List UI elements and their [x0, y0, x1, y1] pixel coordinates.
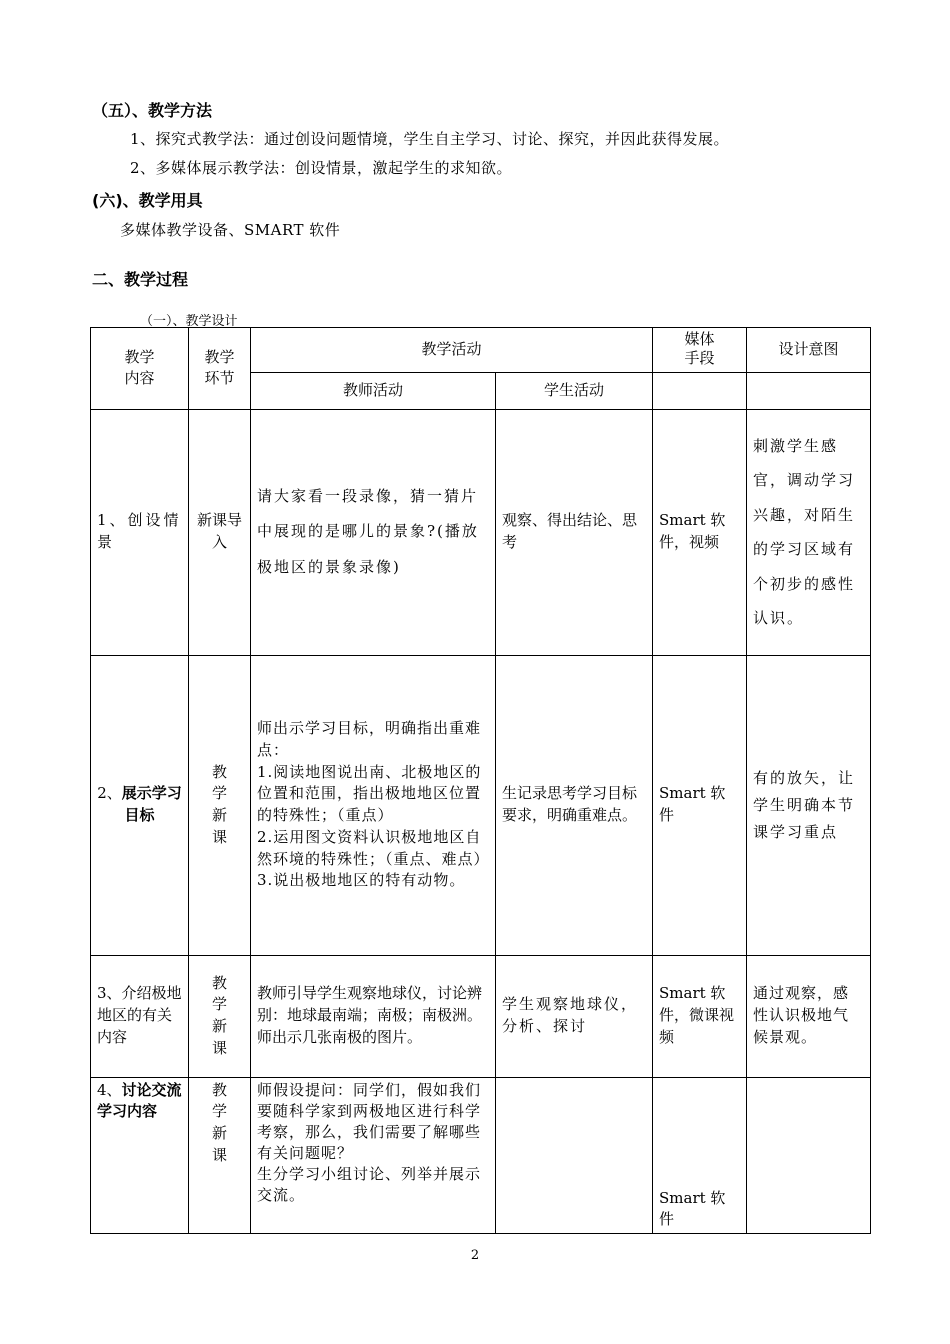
row1-teacher: 请大家看一段录像，猜一猜片中展现的是哪儿的景象?(播放极地区的景象录像)	[251, 409, 496, 655]
row3-stage	[189, 955, 251, 1077]
table-row	[91, 1077, 871, 1234]
row4-media	[653, 1077, 747, 1234]
row4-intent	[747, 1077, 871, 1234]
header-stage-label: 教学环节	[204, 347, 235, 388]
header-content	[91, 328, 189, 410]
header-student: 学生活动	[496, 372, 653, 409]
page-number: 2	[470, 1248, 480, 1263]
row4-content	[91, 1077, 189, 1234]
row2-stage-label: 教学新课	[211, 762, 227, 846]
row3-student: 学生观察地球仪，分析、探讨	[496, 955, 653, 1077]
header-intent-empty	[747, 372, 871, 409]
row2-teacher	[251, 655, 496, 955]
table-row	[91, 655, 871, 955]
row4-teacher-line: 师假设提问：同学们，假如我们要随科学家到两极地区进行科学考察，那么，我们需要了解哪些有关问题呢？	[257, 1080, 482, 1162]
row4-teacher-line: 生分学习小组讨论、列举并展示交流。	[257, 1164, 482, 1204]
row4-stage-label: 教学新课	[211, 1080, 227, 1164]
row3-media: Smart 软件，微课视频	[653, 955, 747, 1077]
row4-media-label: Smart 软件	[659, 1188, 726, 1229]
method-item-2: 2、多媒体展示教学法：创设情景，激起学生的求知欲。	[130, 159, 513, 177]
row2-content-prefix: 2、	[97, 784, 122, 803]
row3-teacher: 教师引导学生观察地球仪，讨论辨别：地球最南端；南极；南极洲。师出示几张南极的图片。	[251, 955, 496, 1077]
part2-title: 二、教学过程	[92, 270, 189, 289]
row2-teacher-line: 2.运用图文资料认识极地地区自然环境的特殊性；（重点、难点）	[257, 827, 490, 868]
row1-stage: 新课导入	[189, 409, 251, 655]
row2-teacher-line: 师出示学习目标，明确指出重难点：	[257, 719, 482, 759]
row3-intent: 通过观察，感性认识极地气候景观。	[747, 955, 871, 1077]
row2-teacher-line: 3.说出极地地区的特有动物。	[257, 871, 466, 890]
row2-student: 生记录思考学习目标要求，明确重难点。	[496, 655, 653, 955]
table-row	[91, 409, 871, 655]
row4-content-prefix: 4、	[97, 1080, 122, 1099]
row1-student: 观察、得出结论、思考	[496, 409, 653, 655]
header-media	[653, 328, 747, 373]
tools-text: 多媒体教学设备、SMART 软件	[120, 221, 341, 239]
row2-stage	[189, 655, 251, 955]
row2-intent: 有的放矢，让学生明确本节课学习重点	[747, 655, 871, 955]
header-media-label: 媒体手段	[684, 330, 715, 367]
row2-content-bold: 展示学习目标	[121, 784, 182, 824]
header-intent: 设计意图	[747, 328, 871, 373]
header-media-empty	[653, 372, 747, 409]
header-stage	[189, 328, 251, 410]
header-content-label: 教学内容	[124, 347, 155, 388]
row3-stage-label: 教学新课	[211, 973, 227, 1057]
section5-title: （五）、教学方法	[92, 101, 213, 120]
row4-teacher	[251, 1077, 496, 1234]
method-item-1: 1、探究式教学法：通过创设问题情境，学生自主学习、讨论、探究，并因此获得发展。	[130, 130, 730, 148]
table-caption: （一）、教学设计	[140, 314, 238, 329]
table-row	[91, 955, 871, 1077]
row4-content-bold: 讨论交流学习内容	[97, 1080, 182, 1121]
row4-stage	[189, 1077, 251, 1234]
header-teacher: 教师活动	[251, 372, 496, 409]
section6-title: (六)、教学用具	[92, 191, 203, 210]
row4-student	[496, 1077, 653, 1234]
teaching-design-table	[90, 327, 871, 1234]
row2-media: Smart 软件	[653, 655, 747, 955]
row1-intent: 刺激学生感官，调动学习兴趣，对陌生的学习区域有个初步的感性认识。	[747, 409, 871, 655]
row1-content: 1、创设情景	[91, 409, 189, 655]
row2-teacher-line: 1.阅读地图说出南、北极地区的位置和范围，指出极地地区位置的特殊性；（重点）	[257, 762, 482, 824]
header-activity: 教学活动	[251, 328, 653, 373]
row3-content: 3、介绍极地地区的有关内容	[91, 955, 189, 1077]
row2-content	[91, 655, 189, 955]
row1-media: Smart 软件，视频	[653, 409, 747, 655]
